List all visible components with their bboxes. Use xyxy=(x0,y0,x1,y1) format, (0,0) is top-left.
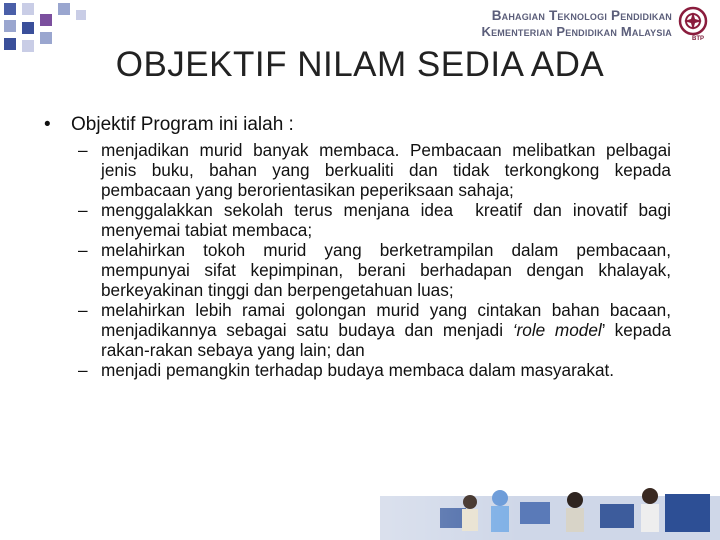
list-item xyxy=(78,360,671,380)
decor-square xyxy=(4,3,16,15)
page-title: OBJEKTIF NILAM SEDIA ADA xyxy=(115,45,605,84)
list-item xyxy=(78,200,676,240)
dash-marker: – xyxy=(78,200,88,220)
decor-square xyxy=(22,3,34,15)
dash-marker: – xyxy=(78,240,88,260)
decor-square xyxy=(40,32,52,44)
decor-square xyxy=(76,10,86,20)
list-item xyxy=(78,240,671,300)
bullet-icon: • xyxy=(44,114,51,135)
header-logo xyxy=(432,6,716,48)
list-item-italic: ‘role model xyxy=(512,320,602,340)
header-department: Bahagian Teknologi Pendidikan xyxy=(491,8,672,23)
footer-students-photo xyxy=(0,478,720,540)
list-item-text: menjadikan murid banyak membaca. Pembacaan melibatkan pelbagai jenis buku, bahan yang berkualiti dan tidak terkongkong kepada pembacaan yang berorientasikan peperiksaan sahaja; xyxy=(101,140,671,200)
dash-marker: – xyxy=(78,140,88,160)
dash-marker: – xyxy=(78,300,88,320)
list-item xyxy=(78,140,671,200)
list-item-text-end: ’ kepada rakan-rakan sebaya yang lain; dan xyxy=(101,320,671,360)
objective-list xyxy=(78,140,676,380)
decor-square xyxy=(22,22,34,34)
intro-line xyxy=(44,114,294,136)
list-item-text: melahirkan lebih ramai golongan murid yang cintakan bahan bacaan, menjadikannya sebagai satu budaya dan menjadi xyxy=(101,300,671,340)
list-item xyxy=(78,300,671,360)
decor-square xyxy=(40,14,52,26)
list-item-text: melahirkan tokoh murid yang berketrampilan dalam pembacaan, mempunyai sifat kepimpinan, berani berhadapan dengan khalayak, berkeyakinan tinggi dan berpengetahuan luas; xyxy=(101,240,671,300)
intro-text: Objektif Program ini ialah : xyxy=(71,114,294,135)
crest-label: BTP xyxy=(692,36,704,42)
dash-marker: – xyxy=(78,360,88,380)
header-ministry: Kementerian Pendidikan Malaysia xyxy=(481,24,672,39)
decor-square xyxy=(4,20,16,32)
list-item-text: menjadi pemangkin terhadap budaya membaca dalam masyarakat. xyxy=(101,360,615,380)
ministry-crest-icon xyxy=(678,6,708,36)
decor-square xyxy=(58,3,70,15)
list-item-text: menggalakkan sekolah terus menjana idea kreatif dan inovatif bagi menyemai tabiat membaca; xyxy=(101,200,676,240)
